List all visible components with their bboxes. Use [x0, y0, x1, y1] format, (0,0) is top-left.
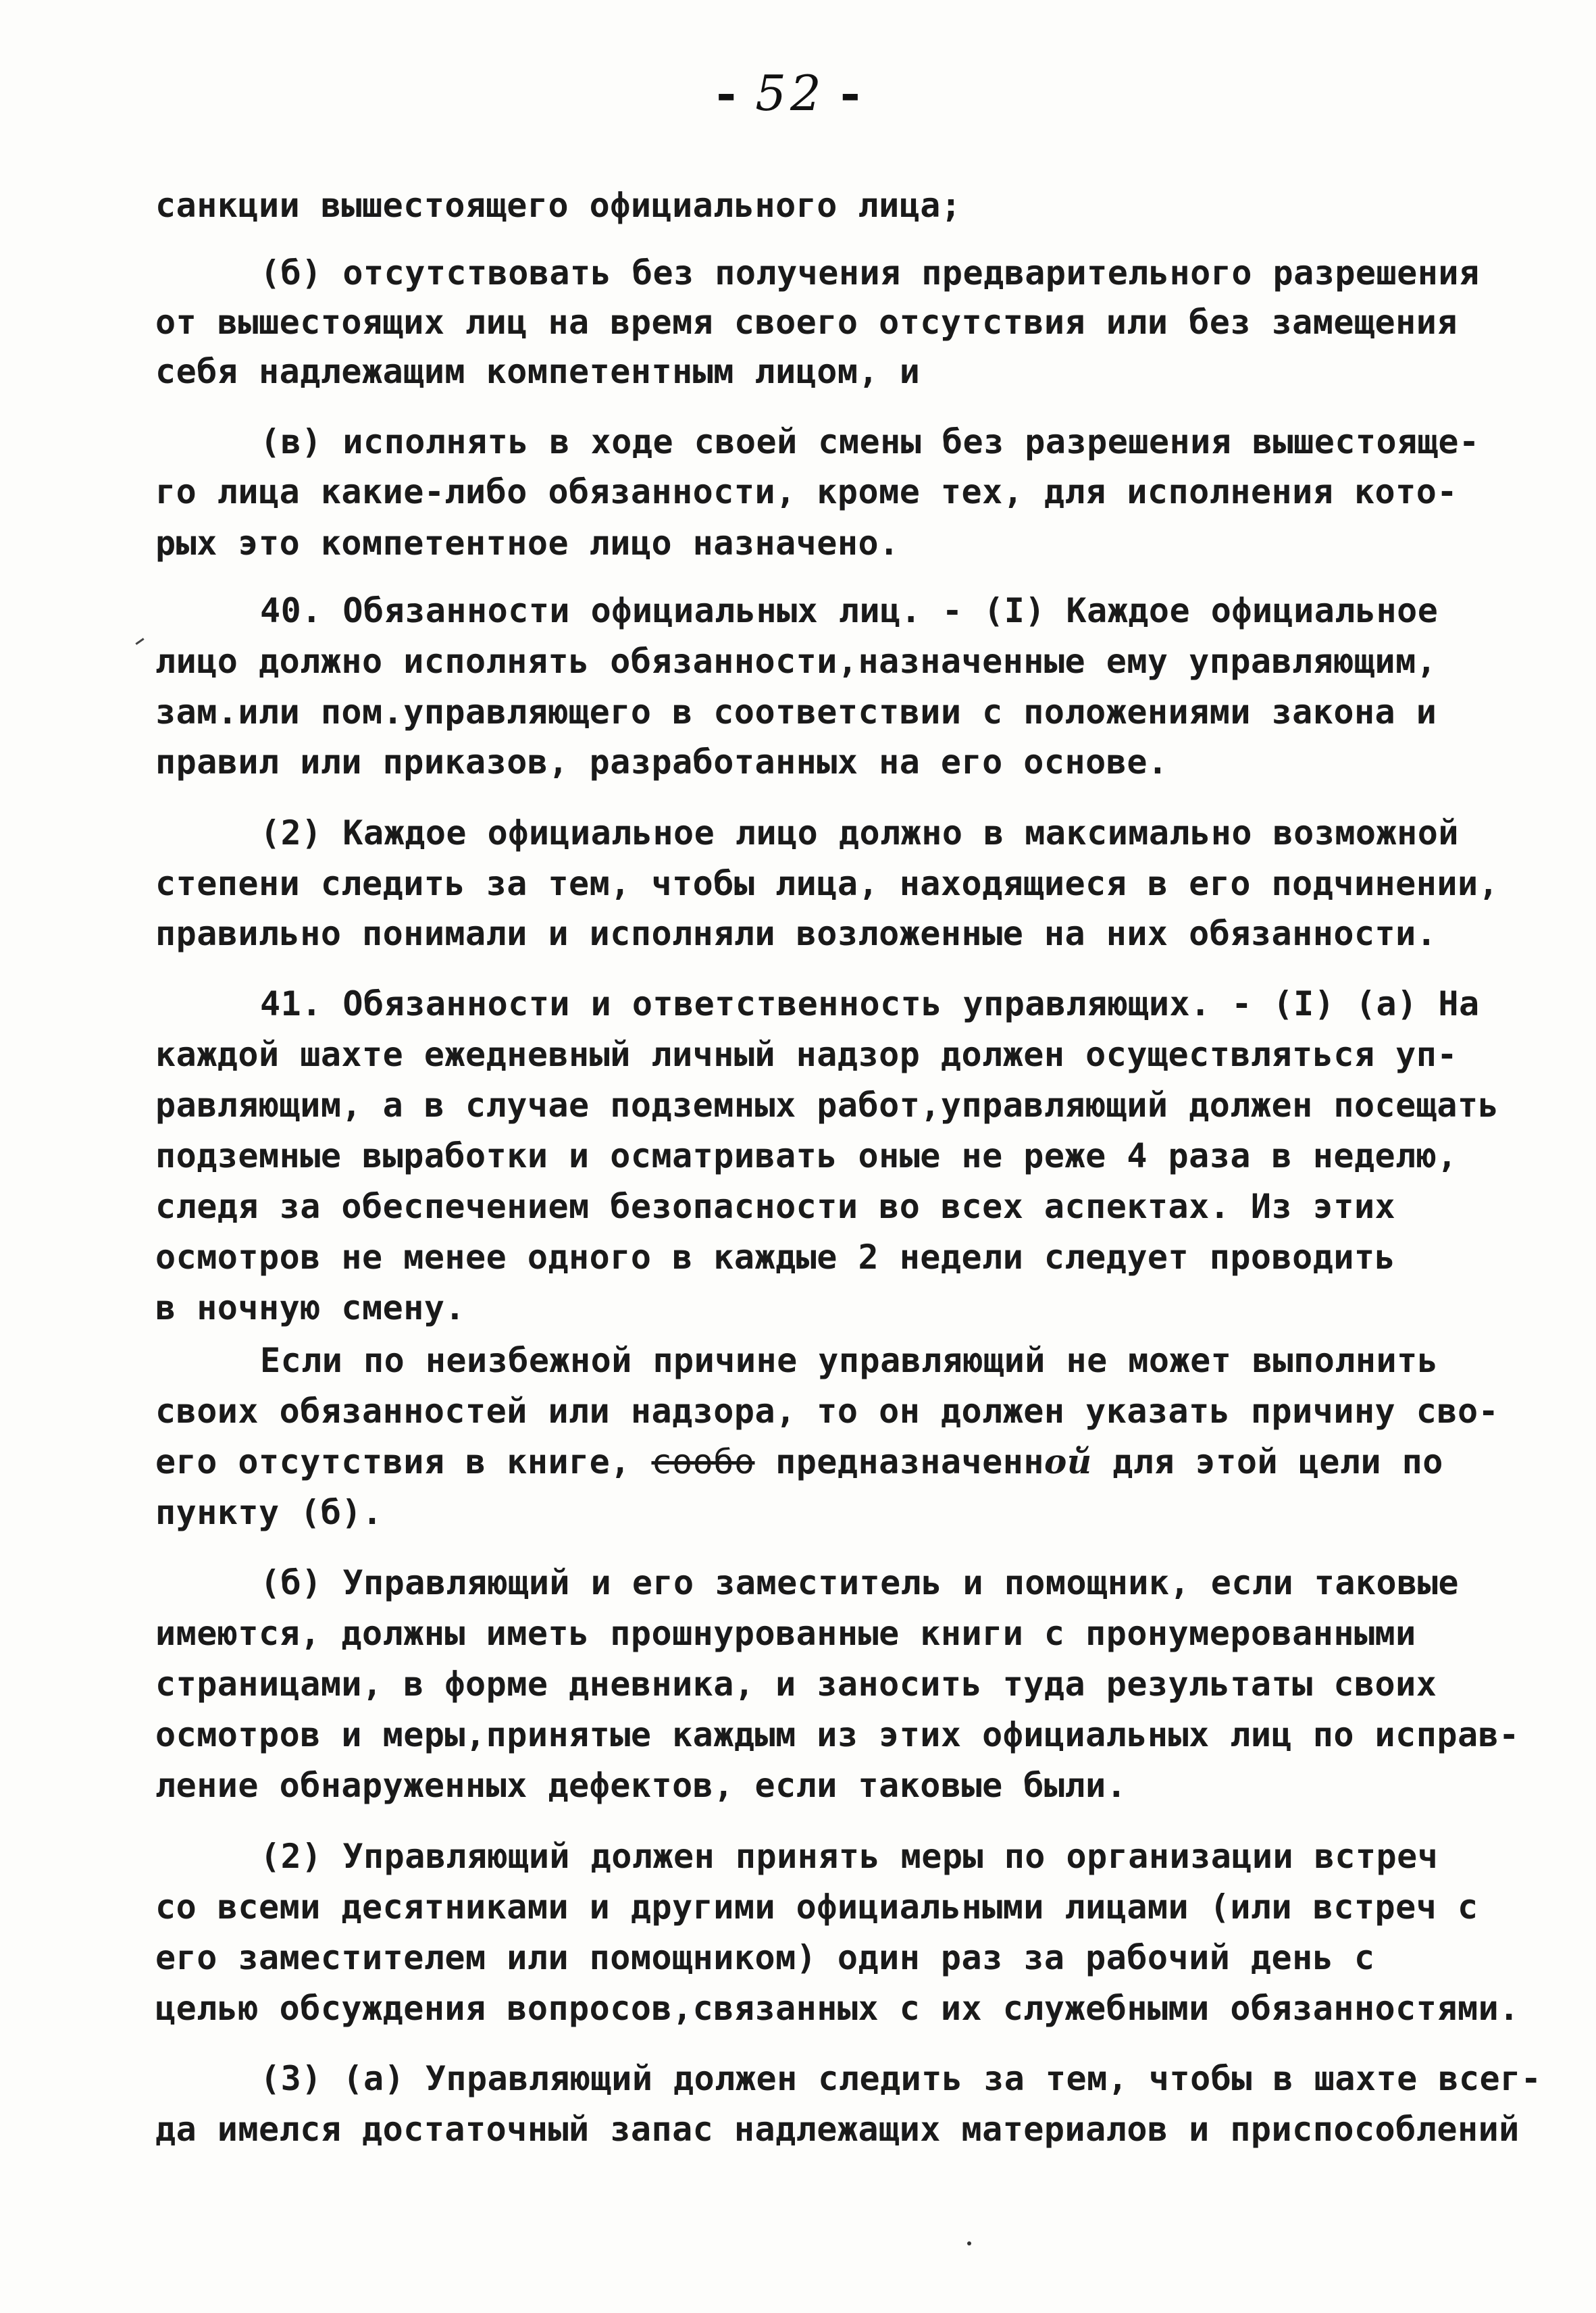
text-line: санкции вышестоящего официального лица; — [155, 186, 962, 225]
text-line: Если по неизбежной причине управляющий не может выполнить — [260, 1341, 1439, 1380]
text-line: себя надлежащим компетентным лицом, и — [155, 352, 921, 391]
text-line: (б) Управляющий и его заместитель и помощник, если таковые — [260, 1563, 1459, 1602]
text-line: своих обязанностей или надзора, то он должен указать причину сво- — [155, 1392, 1499, 1431]
text-line: имеются, должны иметь прошнурованные книги с пронумерованными — [155, 1614, 1416, 1653]
text-line: го лица какие-либо обязанности, кроме тех, для исполнения кото- — [155, 472, 1458, 511]
margin-mark — [135, 638, 144, 644]
text-line: равляющим, а в случае подземных работ,управляющий должен посещать — [155, 1086, 1499, 1125]
struck-out-word: сообо — [651, 1442, 755, 1481]
text-line: его заместителем или помощником) один раз за рабочий день с — [155, 1938, 1375, 1977]
text-line: каждой шахте ежедневный личный надзор должен осуществляться уп- — [155, 1035, 1458, 1074]
text-line: рых это компетентное лицо назначено. — [155, 524, 900, 563]
text-line: страницами, в форме дневника, и заносить туда результаты своих — [155, 1664, 1437, 1704]
text-line: (2) Управляющий должен принять меры по организации встреч — [260, 1837, 1439, 1876]
text-line: степени следить за тем, чтобы лица, находящиеся в его подчинении, — [155, 864, 1499, 903]
text-line: правил или приказов, разработанных на его основе. — [155, 742, 1168, 782]
text-line: подземные выработки и осматривать оные не реже 4 раза в неделю, — [155, 1136, 1458, 1175]
page-number-dash-right: - — [840, 64, 865, 122]
text-line: ление обнаруженных дефектов, если таковые были. — [155, 1766, 1127, 1805]
text-line: 40. Обязанности официальных лиц. - (I) Каждое официальное — [260, 591, 1439, 630]
text-line-with-correction — [155, 1438, 1506, 1486]
text-line: да имелся достаточный запас надлежащих материалов и приспособлений — [155, 2110, 1520, 2149]
text-line: правильно понимали и исполняли возложенные на них обязанности. — [155, 914, 1437, 953]
text-line: со всеми десятниками и другими официальными лицами (или встреч с — [155, 1887, 1478, 1927]
text-fragment: для этой цели по — [1112, 1442, 1443, 1481]
text-line: целью обсуждения вопросов,связанных с их служебными обязанностями. — [155, 1989, 1520, 2028]
text-line: (в) исполнять в ходе своей смены без разрешения вышестояще- — [260, 422, 1480, 461]
text-line: пункту (б). — [155, 1493, 383, 1532]
text-line: (3) (а) Управляющий должен следить за тем, чтобы в шахте всег- — [260, 2059, 1542, 2098]
page-number — [689, 64, 892, 122]
scan-speck — [967, 2241, 971, 2245]
handwritten-correction: ой — [1044, 1442, 1092, 1481]
text-line: осмотров и меры,принятые каждым из этих официальных лиц по исправ- — [155, 1715, 1520, 1754]
text-line: лицо должно исполнять обязанности,назначенные ему управляющим, — [155, 642, 1437, 681]
page-number-value: 52 — [755, 65, 825, 122]
page-number-dash-left: - — [716, 64, 741, 122]
text-line: осмотров не менее одного в каждые 2 недели следует проводить — [155, 1238, 1396, 1277]
text-fragment: его отсутствия в книге, — [155, 1442, 631, 1481]
text-line: (2) Каждое официальное лицо должно в максимально возможной — [260, 813, 1459, 853]
text-line: (б) отсутствовать без получения предварительного разрешения — [260, 253, 1480, 293]
text-line: в ночную смену. — [155, 1288, 466, 1327]
text-line: от вышестоящих лиц на время своего отсутствия или без замещения — [155, 303, 1458, 342]
text-line: зам.или пом.управляющего в соответствии с положениями закона и — [155, 692, 1437, 732]
text-line: следя за обеспечением безопасности во всех аспектах. Из этих — [155, 1187, 1396, 1226]
text-line: 41. Обязанности и ответственность управляющих. - (I) (а) На — [260, 984, 1480, 1023]
text-fragment: предназначенн — [775, 1442, 1044, 1481]
